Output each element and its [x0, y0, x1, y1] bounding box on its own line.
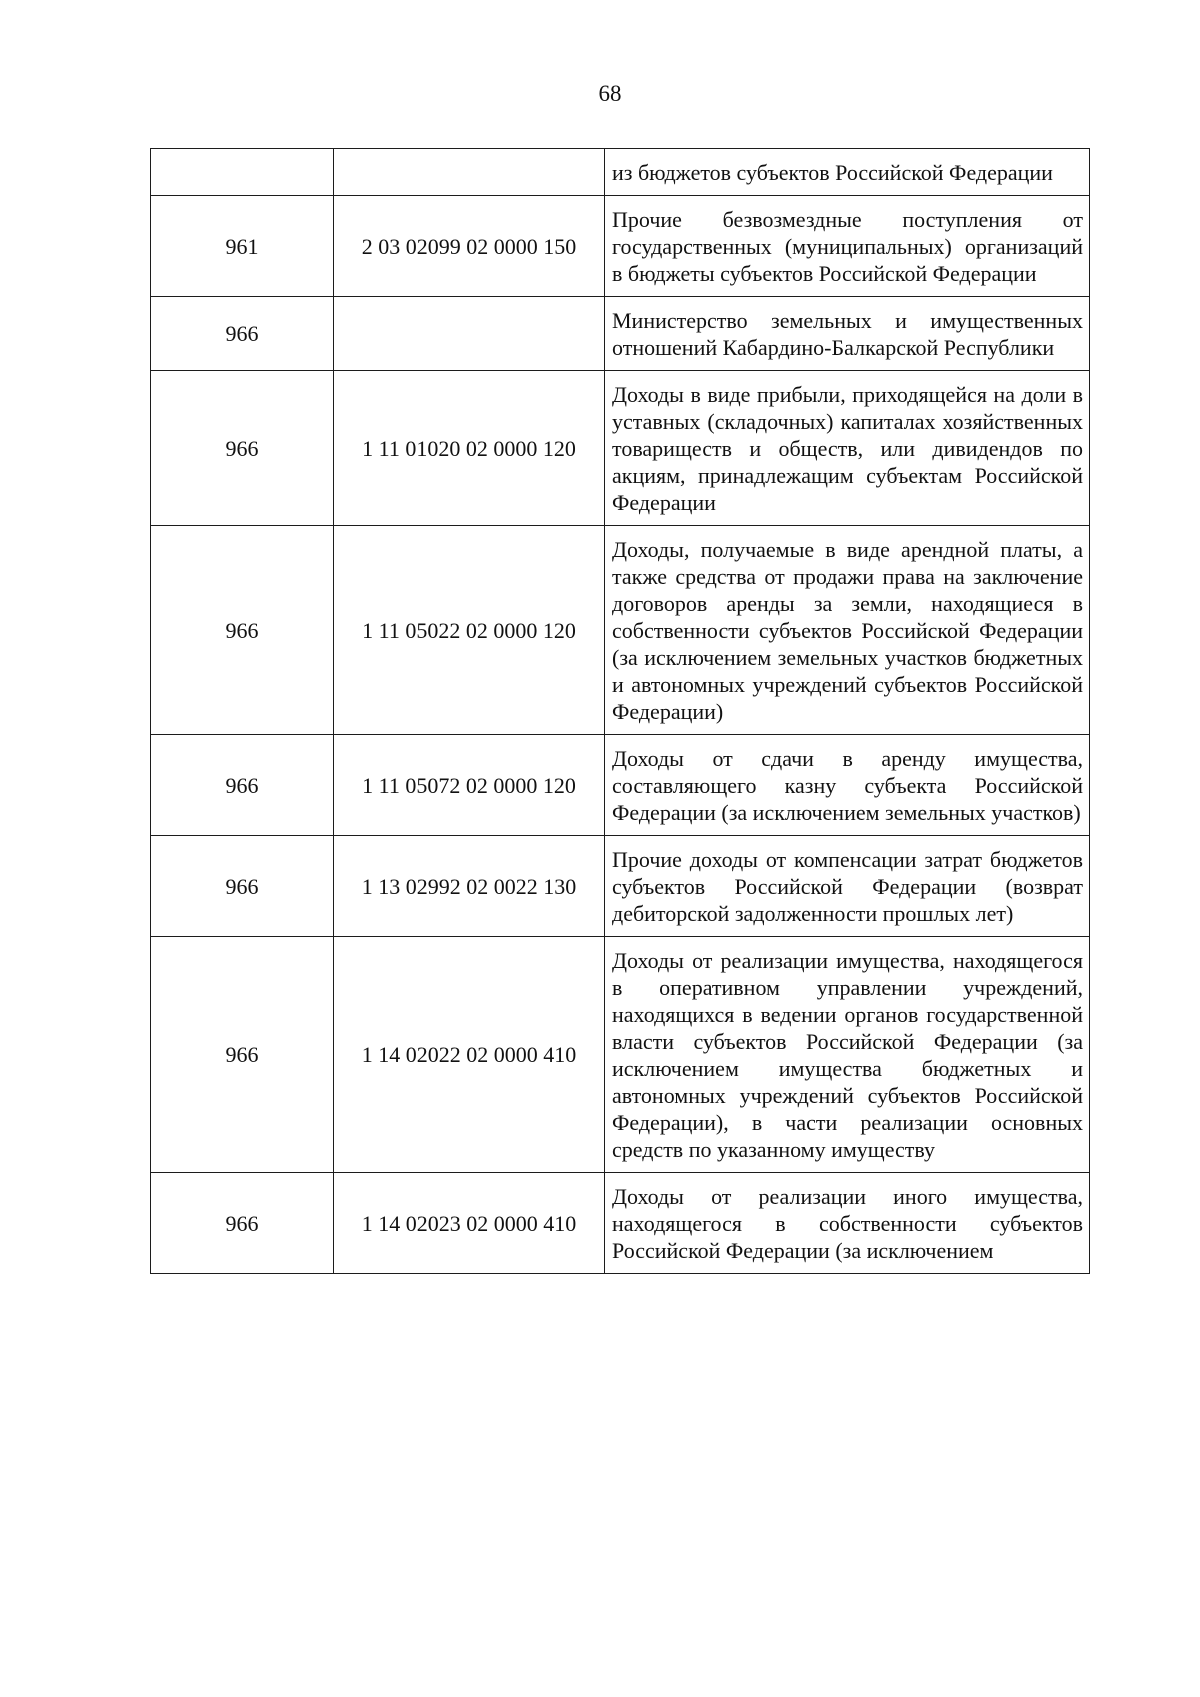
budget-code-cell: 2 03 02099 02 0000 150	[334, 196, 605, 297]
table-row	[151, 1173, 1090, 1274]
admin-code-cell: 966	[151, 526, 334, 735]
description-cell	[605, 371, 1090, 526]
admin-code-cell: 966	[151, 836, 334, 937]
admin-code-cell: 966	[151, 937, 334, 1173]
budget-code-cell: 1 11 01020 02 0000 120	[334, 371, 605, 526]
budget-code-cell: 1 11 05022 02 0000 120	[334, 526, 605, 735]
table-row	[151, 196, 1090, 297]
budget-classification-table	[150, 148, 1090, 1274]
description-text: Министерство земельных и имущественных отношений Кабардино-Балкарской Республики	[612, 308, 1083, 360]
table-row	[151, 297, 1090, 371]
table-row	[151, 149, 1090, 196]
description-cell	[605, 149, 1090, 196]
admin-code-cell: 966	[151, 371, 334, 526]
budget-code-cell: 1 11 05072 02 0000 120	[334, 735, 605, 836]
description-text: Доходы от сдачи в аренду имущества, составляющего казну субъекта Российской Федерации (за исключением земельных участков)	[612, 746, 1083, 825]
budget-code-cell: 1 14 02023 02 0000 410	[334, 1173, 605, 1274]
description-text: Доходы, получаемые в виде арендной платы, а также средства от продажи права на заключение договоров аренды за земли, находящиеся в собственности субъектов Российской Федерации (за исключением земельных участков бюджетных и автономных учреждений субъектов Российской Федерации)	[612, 537, 1083, 724]
description-cell	[605, 297, 1090, 371]
admin-code-cell: 966	[151, 1173, 334, 1274]
admin-code-cell: 966	[151, 297, 334, 371]
budget-code-cell: 1 14 02022 02 0000 410	[334, 937, 605, 1173]
description-cell	[605, 836, 1090, 937]
budget-code-cell	[334, 149, 605, 196]
description-text: Доходы в виде прибыли, приходящейся на доли в уставных (складочных) капиталах хозяйственных товариществ и обществ, или дивидендов по акциям, принадлежащим субъектам Российской Федерации	[612, 382, 1083, 515]
admin-code-cell: 966	[151, 735, 334, 836]
table-row	[151, 836, 1090, 937]
admin-code-cell: 961	[151, 196, 334, 297]
table-row	[151, 526, 1090, 735]
table-row	[151, 735, 1090, 836]
description-cell	[605, 735, 1090, 836]
table-row	[151, 937, 1090, 1173]
description-cell	[605, 196, 1090, 297]
budget-code-cell: 1 13 02992 02 0022 130	[334, 836, 605, 937]
description-text: Доходы от реализации имущества, находящегося в оперативном управлении учреждений, находящихся в ведении органов государственной власти субъектов Российской Федерации (за исключением имущества бюджетных и автономных учреждений субъектов Российской Федерации), в части реализации основных средств по указанному имуществу	[612, 948, 1083, 1162]
description-cell	[605, 937, 1090, 1173]
description-text: Прочие доходы от компенсации затрат бюджетов субъектов Российской Федерации (возврат дебиторской задолженности прошлых лет)	[612, 847, 1083, 926]
description-text: Доходы от реализации иного имущества, находящегося в собственности субъектов Российской Федерации (за исключением	[612, 1184, 1083, 1263]
description-cell	[605, 1173, 1090, 1274]
page-number: 68	[598, 81, 622, 106]
description-cell	[605, 526, 1090, 735]
description-text: из бюджетов субъектов Российской Федерации	[612, 160, 1053, 185]
budget-code-cell	[334, 297, 605, 371]
table-row	[151, 371, 1090, 526]
admin-code-cell	[151, 149, 334, 196]
description-text: Прочие безвозмездные поступления от государственных (муниципальных) организаций в бюджеты субъектов Российской Федерации	[612, 207, 1083, 286]
